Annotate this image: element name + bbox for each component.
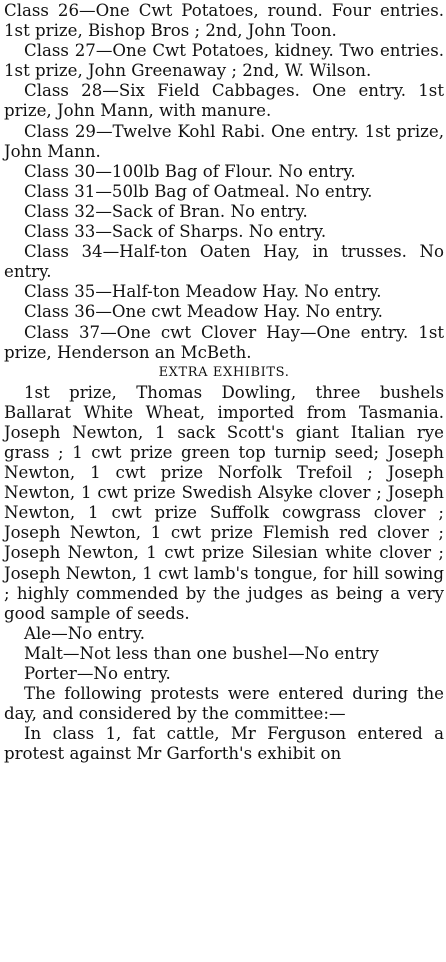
class-29-paragraph: Class 29—Twelve Kohl Rabi. One entry. 1st prize, John Mann.: [4, 121, 444, 161]
class-28-paragraph: Class 28—Six Field Cabbages. One entry. 1st prize, John Mann, with manure.: [4, 81, 444, 121]
class-32-paragraph: Class 32—Sack of Bran. No entry.: [24, 201, 308, 221]
section-heading: EXTRA EXHIBITS.: [158, 364, 290, 380]
class-35-paragraph: Class 35—Half-ton Meadow Hay. No entry.: [24, 282, 382, 302]
class-27-paragraph: Class 27—One Cwt Potatoes, kidney. Two entries. 1st prize, John Greenaway ; 2nd, W. Wilson.: [4, 41, 444, 81]
porter-paragraph: Porter—No entry.: [24, 664, 171, 683]
ale-paragraph: Ale—No entry.: [24, 623, 146, 643]
class-31-paragraph: Class 31—50lb Bag of Oatmeal. No entry.: [24, 181, 373, 201]
class-1-protest-paragraph: In class 1, fat cattle, Mr Ferguson entered a protest against Mr Garforth's exhibit on: [4, 724, 444, 764]
class-34-paragraph: Class 34—Half-ton Oaten Hay, in trusses. No entry.: [4, 242, 444, 282]
class-36-paragraph: Class 36—One cwt Meadow Hay. No entry.: [24, 302, 383, 322]
class-26-paragraph: Class 26—One Cwt Potatoes, round. Four entries. 1st prize, Bishop Bros ; 2nd, John Toon.: [4, 1, 444, 41]
class-33-paragraph: Class 33—Sack of Sharps. No entry.: [24, 222, 327, 242]
class-30-paragraph: Class 30—100lb Bag of Flour. No entry.: [24, 161, 356, 181]
class-37-paragraph: Class 37—One cwt Clover Hay—One entry. 1st prize, Henderson an McBeth.: [4, 322, 444, 362]
protests-paragraph: The following protests were entered during the day, and considered by the committee:—: [4, 684, 444, 724]
extra-exhibits-paragraph: 1st prize, Thomas Dowling, three bushels Ballarat White Wheat, imported from Tasmania. Joseph Newton, 1 sack Scott's giant Italian rye grass ; 1 cwt prize green top turnip seed; Joseph Newton, 1 cwt prize Norfolk Trefoil ; Joseph Newton, 1 cwt prize Swedish Alsyke clover ; Joseph Newton, 1 cwt prize Suffolk cowgrass clover ; Joseph Newton, 1 cwt prize Flemish red clover ; Joseph Newton, 1 cwt prize Silesian white clover ; Joseph Newton, 1 cwt lamb's tongue, for hill sowing ; highly commended by the judges as being a very good sample of seeds.: [4, 382, 444, 623]
malt-paragraph: Malt—Not less than one bushel—No entry: [24, 643, 379, 663]
